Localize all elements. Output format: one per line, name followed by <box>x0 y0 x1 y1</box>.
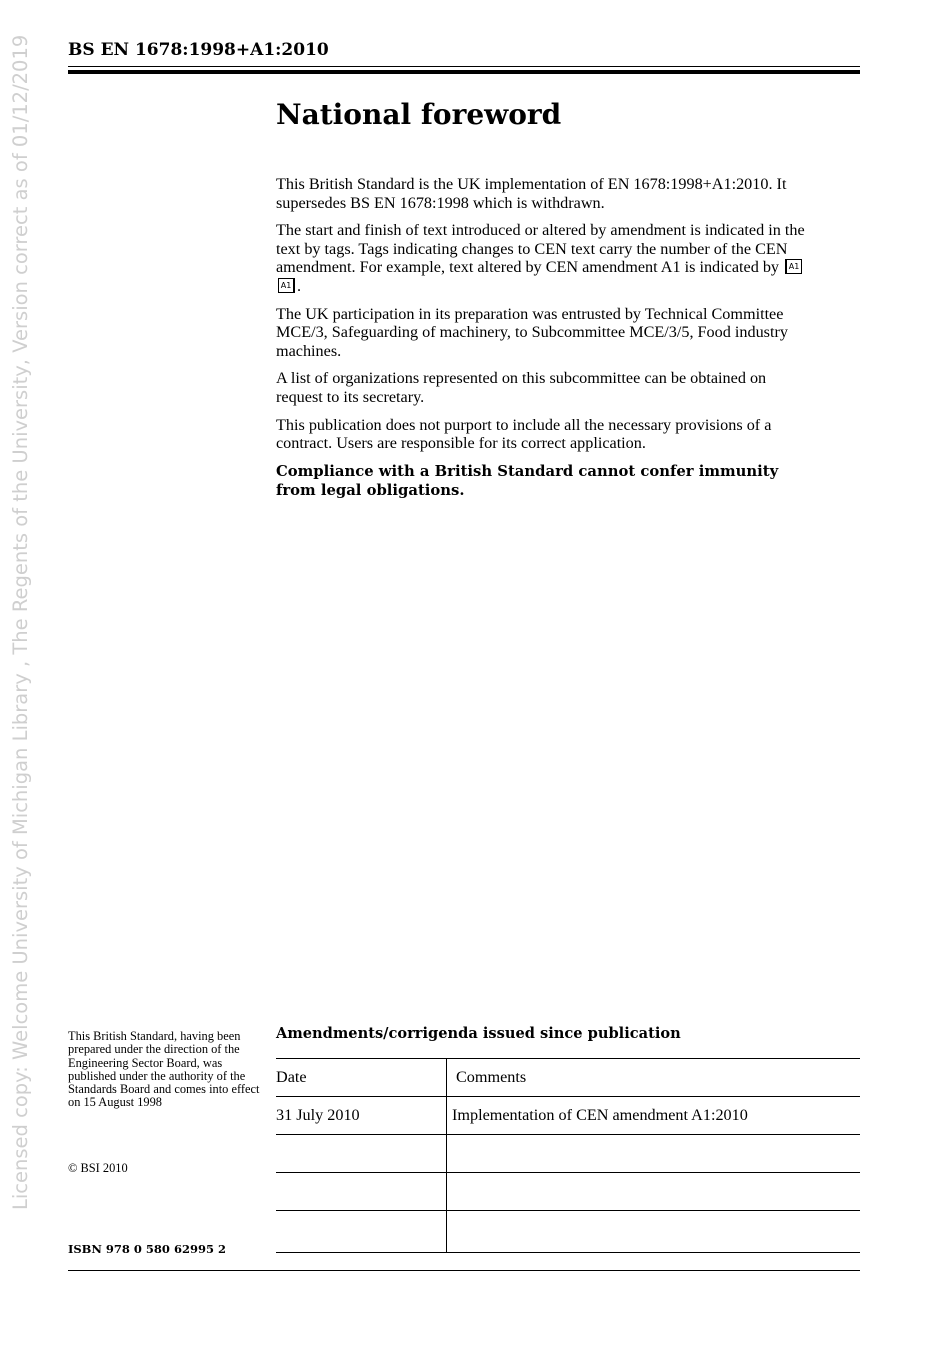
amendment-date-cell <box>276 1135 447 1173</box>
amendments-table <box>276 1058 860 1253</box>
paragraph-contract: This publication does not purport to include all the necessary provisions of a contract. Users are responsible for its correct application. <box>276 415 772 453</box>
header-rule-thick <box>68 70 860 74</box>
footer-rule <box>68 1270 860 1271</box>
paragraph-implementation: This British Standard is the UK implementation of EN 1678:1998+A1:2010. It supersedes BS EN 1678:1998 which is withdrawn. <box>276 175 787 212</box>
table-row <box>276 1211 860 1253</box>
page-title: National foreword <box>276 98 562 131</box>
amendment-comment-cell <box>447 1173 861 1211</box>
paragraph-organizations: A list of organizations represented on this subcommittee can be obtained on request to its secretary. <box>276 369 767 406</box>
foreword-body <box>276 175 816 509</box>
date-column-header: Date <box>276 1059 447 1097</box>
amendment-comment-cell: Implementation of CEN amendment A1:2010 <box>447 1097 861 1135</box>
amendment-date-cell <box>276 1211 447 1253</box>
comments-column-header: Comments <box>447 1059 861 1097</box>
license-watermark: Licensed copy: Welcome University of Michigan Library , The Regents of the University, Version correct as of 01/12/2019 <box>9 34 32 1210</box>
table-header-row <box>276 1059 860 1097</box>
amendment-date-cell: 31 July 2010 <box>276 1097 447 1135</box>
amendment-comment-cell <box>447 1211 861 1253</box>
table-row <box>276 1135 860 1173</box>
isbn-number: ISBN 978 0 580 62995 2 <box>68 1242 226 1256</box>
table-row <box>276 1097 860 1135</box>
amendments-title: Amendments/corrigenda issued since publication <box>276 1025 681 1042</box>
publication-note: This British Standard, having been prepared under the direction of the Engineering Sector Board, was published under the authority of the Standards Board and comes into effect on 15 August 1998 <box>68 1029 260 1110</box>
table-row <box>276 1173 860 1211</box>
header-rule-thin <box>68 66 860 67</box>
paragraph-tags-text: The start and finish of text introduced or altered by amendment is indicated in the text by tags. Tags indicating changes to CEN text carry the number of the CEN amendment. For example, text altered by CEN amendment A1 is indicated by <box>276 221 805 277</box>
paragraph-participation: The UK participation in its preparation was entrusted by Technical Committee MCE/3, Safeguarding of machinery, to Subcommittee MCE/3/5, Food industry machines. <box>276 304 788 360</box>
amendment-comment-cell <box>447 1135 861 1173</box>
amendment-start-tag-icon: A1 <box>785 259 802 274</box>
amendment-date-cell <box>276 1173 447 1211</box>
compliance-statement: Compliance with a British Standard cannot confer immunity from legal obligations. <box>276 462 779 499</box>
paragraph-tags: The start and finish of text introduced or altered by amendment is indicated in the text by tags. Tags indicating changes to CEN text carry the number of the CEN amendment. For example, text altered by CEN amendment A1 is indicated by A1A1 . <box>276 221 805 295</box>
copyright-notice: © BSI 2010 <box>68 1161 128 1175</box>
amendment-end-tag-icon: A1 <box>278 278 295 293</box>
document-id-header: BS EN 1678:1998+A1:2010 <box>68 40 329 60</box>
